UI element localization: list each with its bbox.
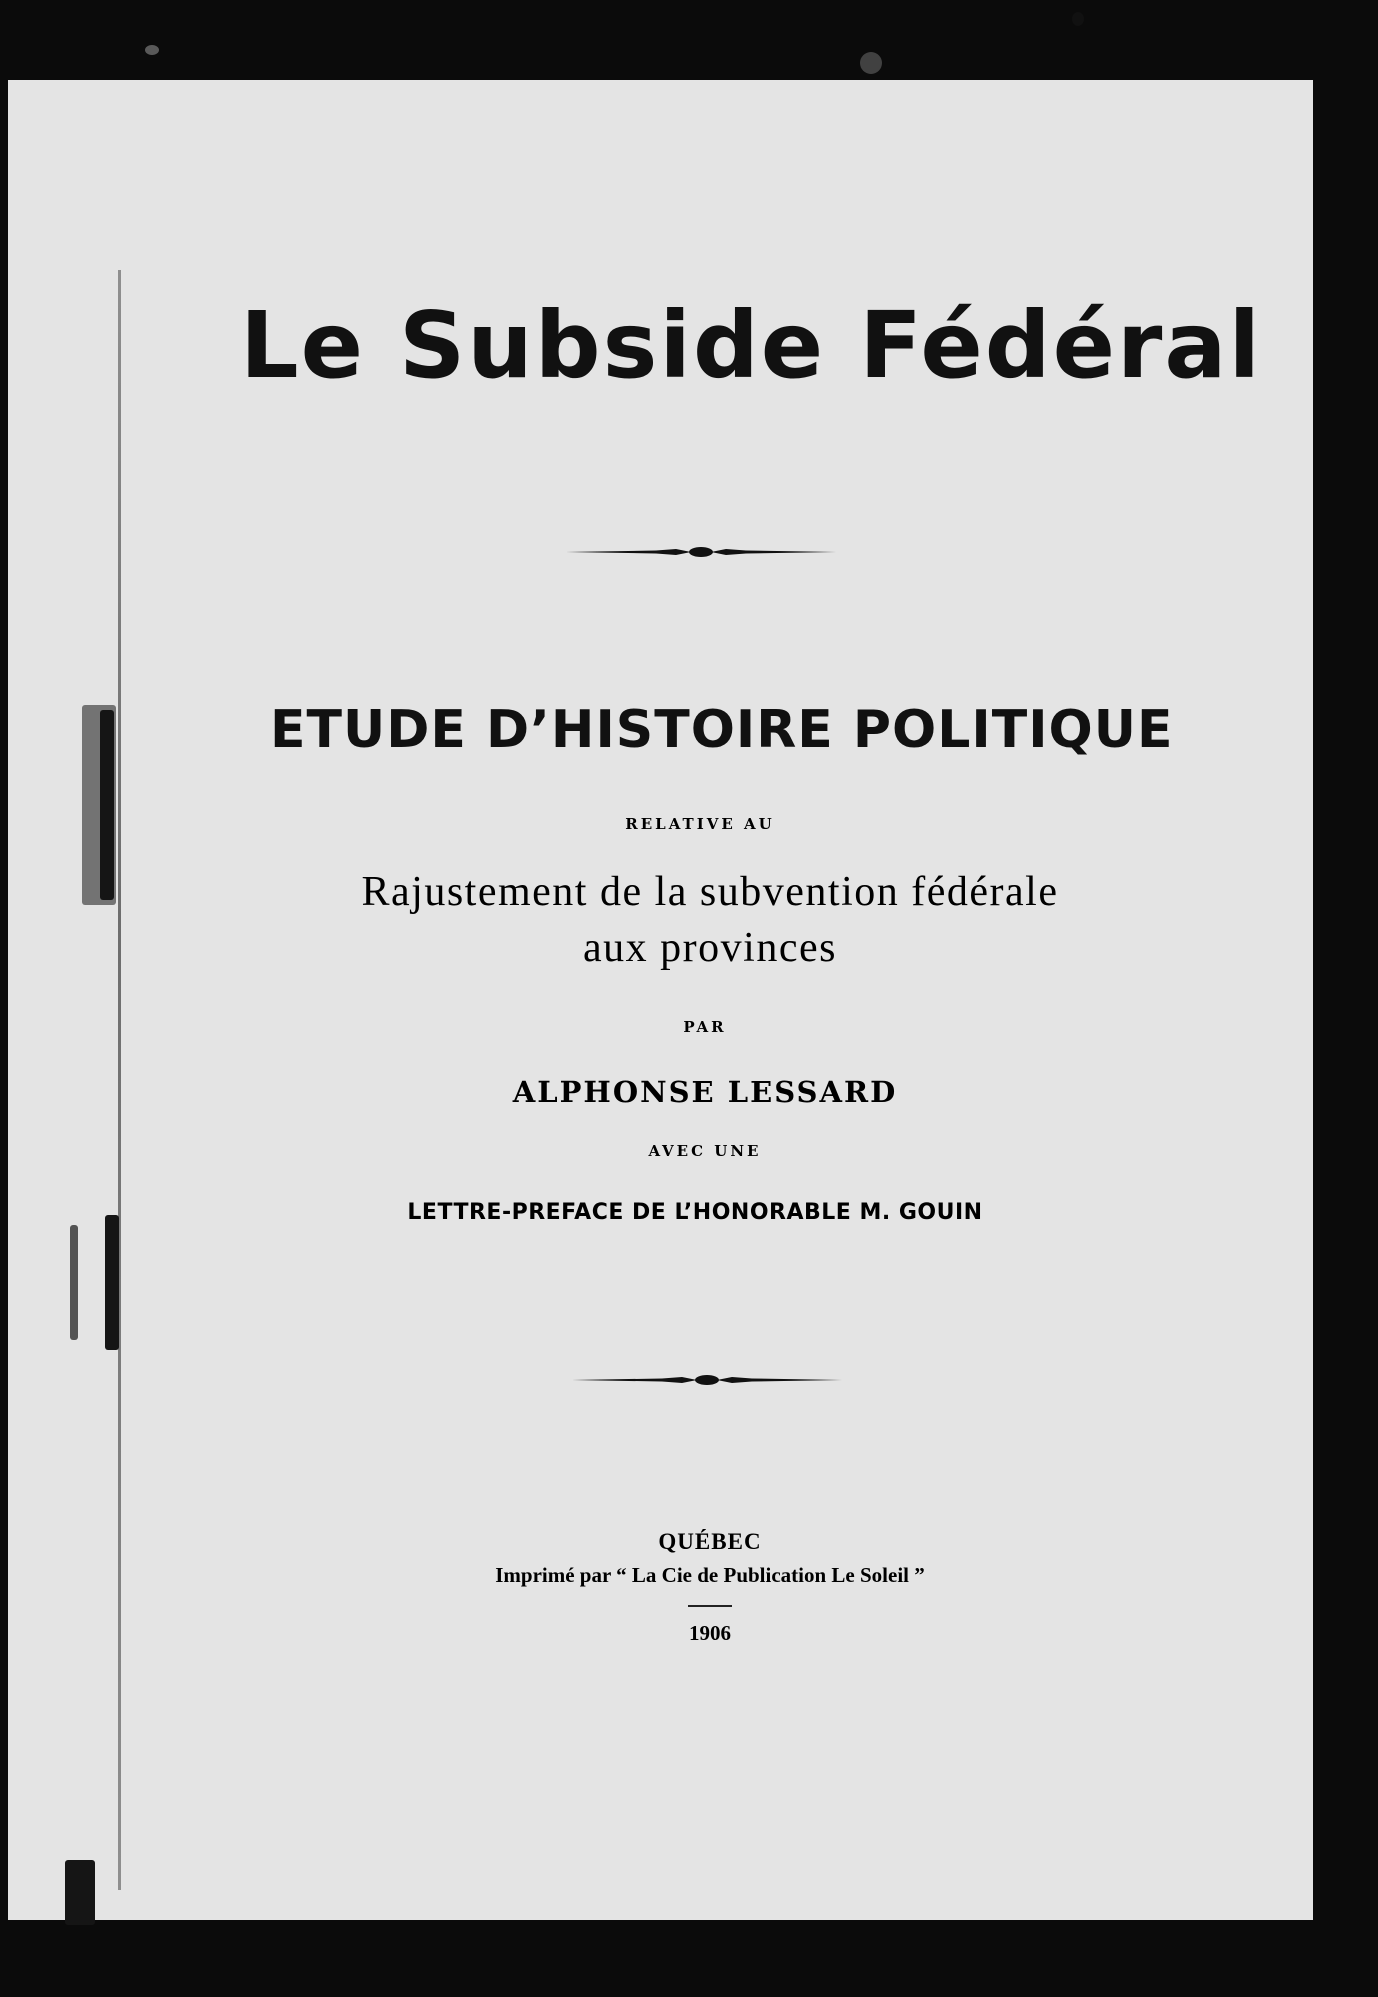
scan-speck	[860, 52, 882, 74]
ornament-divider-bottom	[572, 1373, 842, 1387]
by-label: PAR	[683, 1018, 727, 1036]
imprint-line: Imprimé par “ La Cie de Publication Le Soleil ”	[495, 1563, 925, 1587]
topic-text	[300, 864, 1120, 976]
topic-line-2: aux provinces	[583, 925, 837, 971]
binding-mark	[70, 1225, 78, 1340]
binding-mark	[105, 1215, 119, 1350]
binding-mark	[100, 710, 114, 900]
with-label: AVEC UNE	[648, 1142, 762, 1160]
author-name: ALPHONSE LESSARD	[512, 1075, 898, 1109]
binding-mark	[65, 1860, 95, 1925]
scan-speck	[145, 45, 159, 55]
ornament-divider-top	[566, 545, 836, 559]
page-fold-line	[118, 270, 121, 1890]
document-subtitle: ETUDE D’HISTOIRE POLITIQUE	[270, 700, 1174, 760]
scan-speck	[1072, 12, 1084, 26]
topic-line-1: Rajustement de la subvention fédérale	[361, 869, 1059, 915]
year-rule	[688, 1605, 732, 1607]
publication-city: QUÉBEC	[658, 1529, 762, 1554]
preface-line: LETTRE-PREFACE DE L’HONORABLE M. GOUIN	[407, 1200, 983, 1225]
document-title: Le Subside Fédéral	[240, 292, 1262, 399]
publication-year: 1906	[689, 1621, 731, 1645]
relative-to-label: RELATIVE AU	[625, 815, 775, 833]
